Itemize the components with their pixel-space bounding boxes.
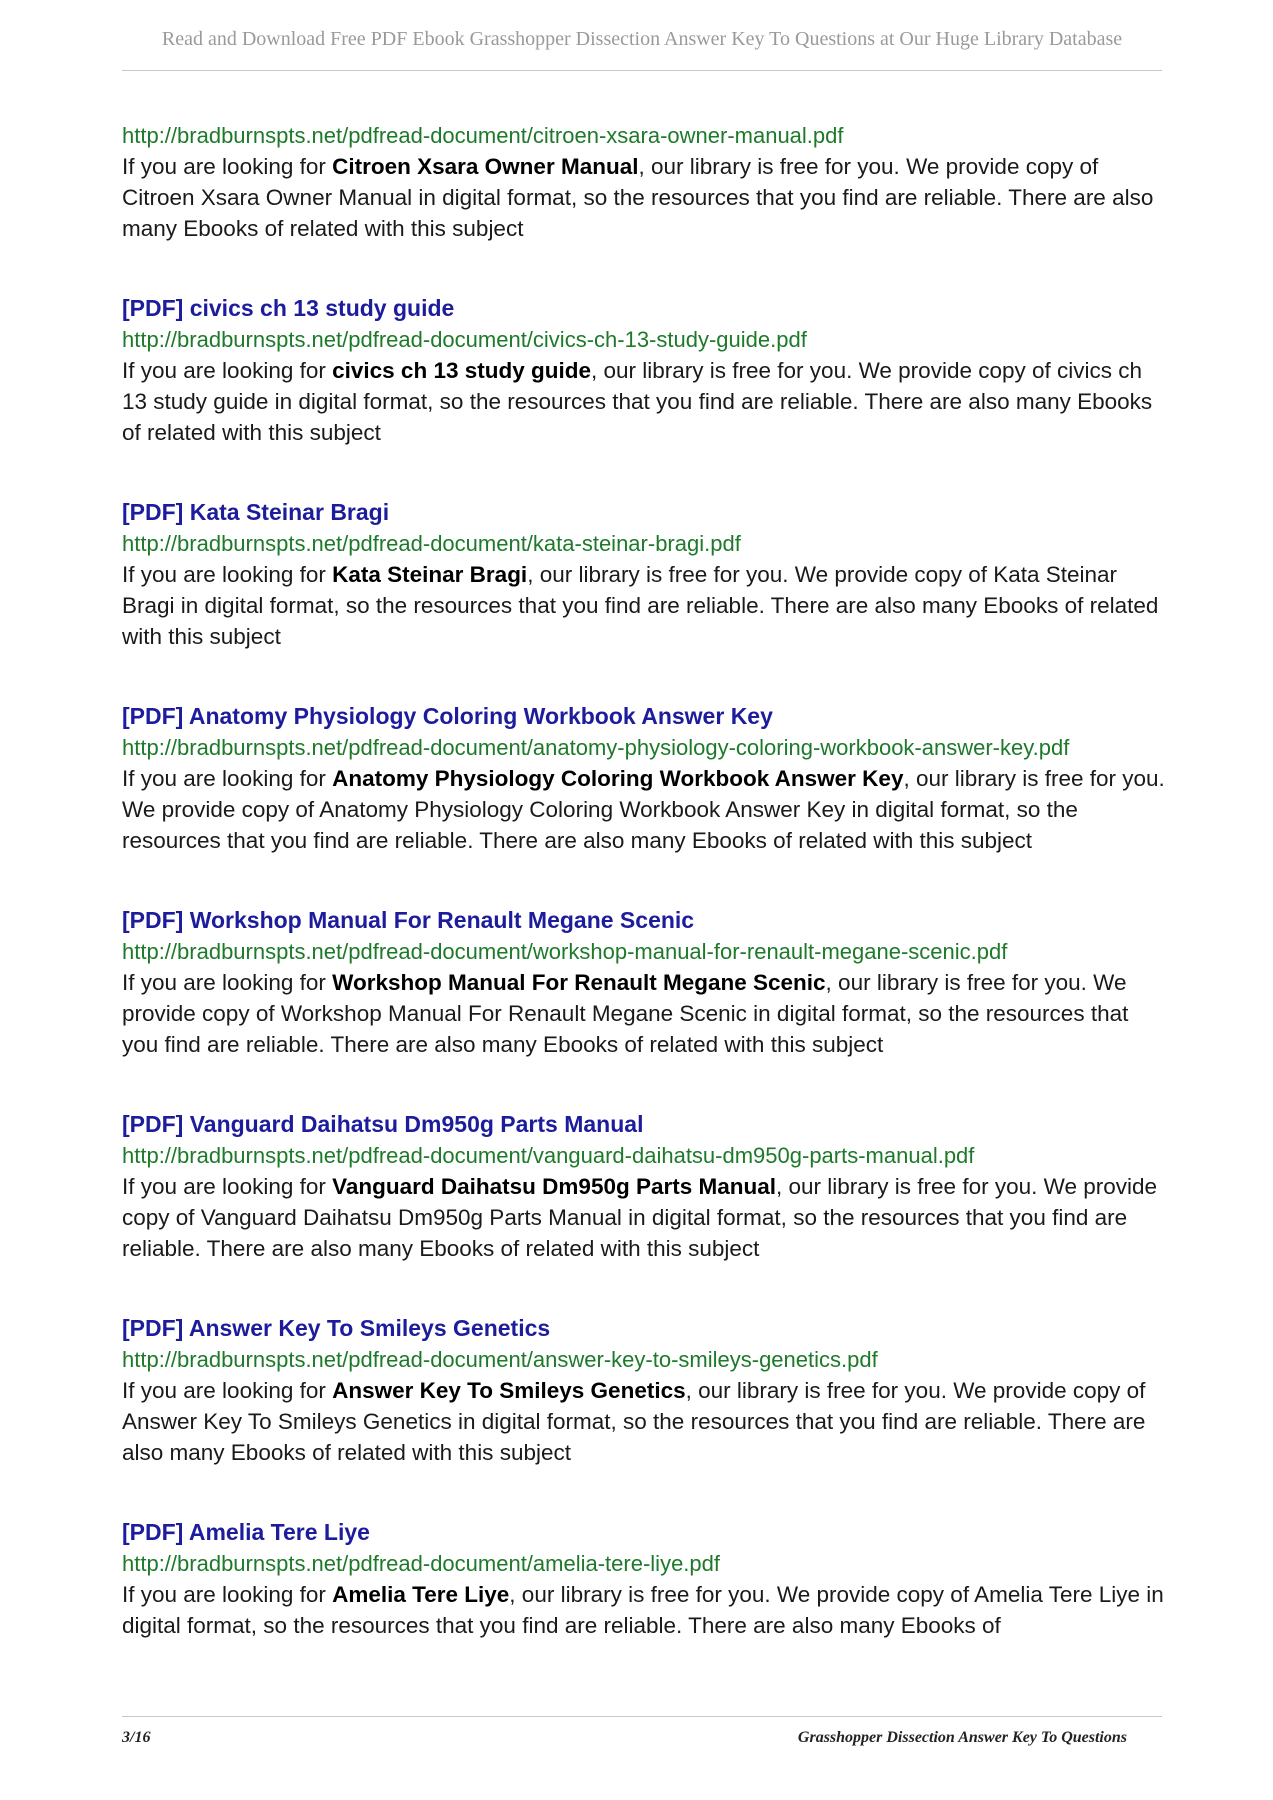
desc-bold-title: Answer Key To Smileys Genetics	[332, 1378, 686, 1403]
ebook-title-link[interactable]: [PDF] Workshop Manual For Renault Megane Scenic	[122, 907, 695, 933]
ebook-description	[122, 151, 1167, 244]
desc-bold-title: Anatomy Physiology Coloring Workbook Answer Key	[332, 766, 904, 791]
header-divider	[122, 70, 1162, 71]
ebook-url[interactable]: http://bradburnspts.net/pdfread-document/answer-key-to-smileys-genetics.pdf	[122, 1347, 878, 1372]
desc-bold-title: Citroen Xsara Owner Manual	[332, 154, 639, 179]
desc-suffix: , our library is free for you. We provide copy of Citroen Xsara Owner Manual in digital format, so the resources that you find are reliable. There are also many Ebooks of related with this subject	[122, 154, 1154, 241]
ebook-description	[122, 1375, 1167, 1468]
ebook-url[interactable]: http://bradburnspts.net/pdfread-document/citroen-xsara-owner-manual.pdf	[122, 123, 844, 148]
desc-bold-title: Workshop Manual For Renault Megane Scenic	[332, 970, 826, 995]
ebook-title-link[interactable]: [PDF] civics ch 13 study guide	[122, 295, 455, 321]
ebook-entry-7	[122, 1517, 1167, 1641]
desc-prefix: If you are looking for	[122, 970, 333, 995]
ebook-title-link[interactable]: [PDF] Kata Steinar Bragi	[122, 499, 390, 525]
desc-prefix: If you are looking for	[122, 1378, 333, 1403]
desc-bold-title: Kata Steinar Bragi	[332, 562, 528, 587]
ebook-entry-6	[122, 1313, 1167, 1468]
desc-prefix: If you are looking for	[122, 1174, 333, 1199]
ebook-title-link[interactable]: [PDF] Answer Key To Smileys Genetics	[122, 1315, 551, 1341]
ebook-url[interactable]: http://bradburnspts.net/pdfread-document/workshop-manual-for-renault-megane-scenic.pdf	[122, 939, 1008, 964]
desc-prefix: If you are looking for	[122, 1582, 333, 1607]
ebook-entry-4	[122, 905, 1167, 1060]
desc-bold-title: Amelia Tere Liye	[332, 1582, 510, 1607]
ebook-url[interactable]: http://bradburnspts.net/pdfread-document/civics-ch-13-study-guide.pdf	[122, 327, 807, 352]
ebook-description	[122, 763, 1167, 856]
desc-suffix: , our library is free for you. We provide copy of Kata Steinar Bragi in digital format, so the resources that you find are reliable. There are also many Ebooks of related with this subject	[122, 562, 1159, 649]
page-number: 3/16	[122, 1729, 151, 1746]
ebook-description	[122, 967, 1167, 1060]
desc-suffix: , our library is free for you. We provide copy of civics ch 13 study guide in digital format, so the resources that you find are reliable. There are also many Ebooks of related with this subject	[122, 358, 1153, 445]
ebook-url[interactable]: http://bradburnspts.net/pdfread-document/kata-steinar-bragi.pdf	[122, 531, 741, 556]
ebook-entry-0	[122, 120, 1167, 244]
desc-bold-title: Vanguard Daihatsu Dm950g Parts Manual	[332, 1174, 777, 1199]
ebook-entry-1	[122, 293, 1167, 448]
desc-suffix: , our library is free for you. We provide copy of Workshop Manual For Renault Megane Scenic in digital format, so the resources that you find are reliable. There are also many Ebooks of related with this subject	[122, 970, 1129, 1057]
ebook-title-link[interactable]: [PDF] Anatomy Physiology Coloring Workbook Answer Key	[122, 703, 773, 729]
ebook-url[interactable]: http://bradburnspts.net/pdfread-document/amelia-tere-liye.pdf	[122, 1551, 720, 1576]
ebook-description	[122, 559, 1167, 652]
desc-suffix: , our library is free for you. We provide copy of Anatomy Physiology Coloring Workbook Answer Key in digital format, so the resources that you find are reliable. There are also many Ebooks of related with this subject	[122, 766, 1165, 853]
ebook-description	[122, 355, 1167, 448]
footer-doc-title: Grasshopper Dissection Answer Key To Questions	[797, 1729, 1127, 1746]
desc-prefix: If you are looking for	[122, 154, 333, 179]
desc-prefix: If you are looking for	[122, 358, 333, 383]
ebook-entry-5	[122, 1109, 1167, 1264]
desc-suffix: , our library is free for you. We provide copy of Vanguard Daihatsu Dm950g Parts Manual in digital format, so the resources that you find are reliable. There are also many Ebooks of related with this subject	[122, 1174, 1157, 1261]
ebook-description	[122, 1579, 1167, 1641]
page-header: Read and Download Free PDF Ebook Grasshopper Dissection Answer Key To Questions at Our Huge Library Database	[161, 28, 1123, 50]
ebook-description	[122, 1171, 1167, 1264]
ebook-url[interactable]: http://bradburnspts.net/pdfread-document/vanguard-daihatsu-dm950g-parts-manual.pdf	[122, 1143, 975, 1168]
desc-suffix: , our library is free for you. We provide copy of Answer Key To Smileys Genetics in digital format, so the resources that you find are reliable. There are also many Ebooks of related with this subject	[122, 1378, 1146, 1465]
desc-suffix: , our library is free for you. We provide copy of Amelia Tere Liye in digital format, so the resources that you find are reliable. There are also many Ebooks of	[122, 1582, 1164, 1638]
ebook-list	[122, 120, 1167, 1690]
desc-prefix: If you are looking for	[122, 562, 333, 587]
ebook-entry-3	[122, 701, 1167, 856]
desc-prefix: If you are looking for	[122, 766, 333, 791]
ebook-title-link[interactable]: [PDF] Vanguard Daihatsu Dm950g Parts Manual	[122, 1111, 644, 1137]
ebook-url[interactable]: http://bradburnspts.net/pdfread-document/anatomy-physiology-coloring-workbook-answer-key.pdf	[122, 735, 1070, 760]
desc-bold-title: civics ch 13 study guide	[332, 358, 591, 383]
ebook-entry-2	[122, 497, 1167, 652]
footer-divider	[122, 1716, 1162, 1717]
ebook-title-link[interactable]: [PDF] Amelia Tere Liye	[122, 1519, 370, 1545]
